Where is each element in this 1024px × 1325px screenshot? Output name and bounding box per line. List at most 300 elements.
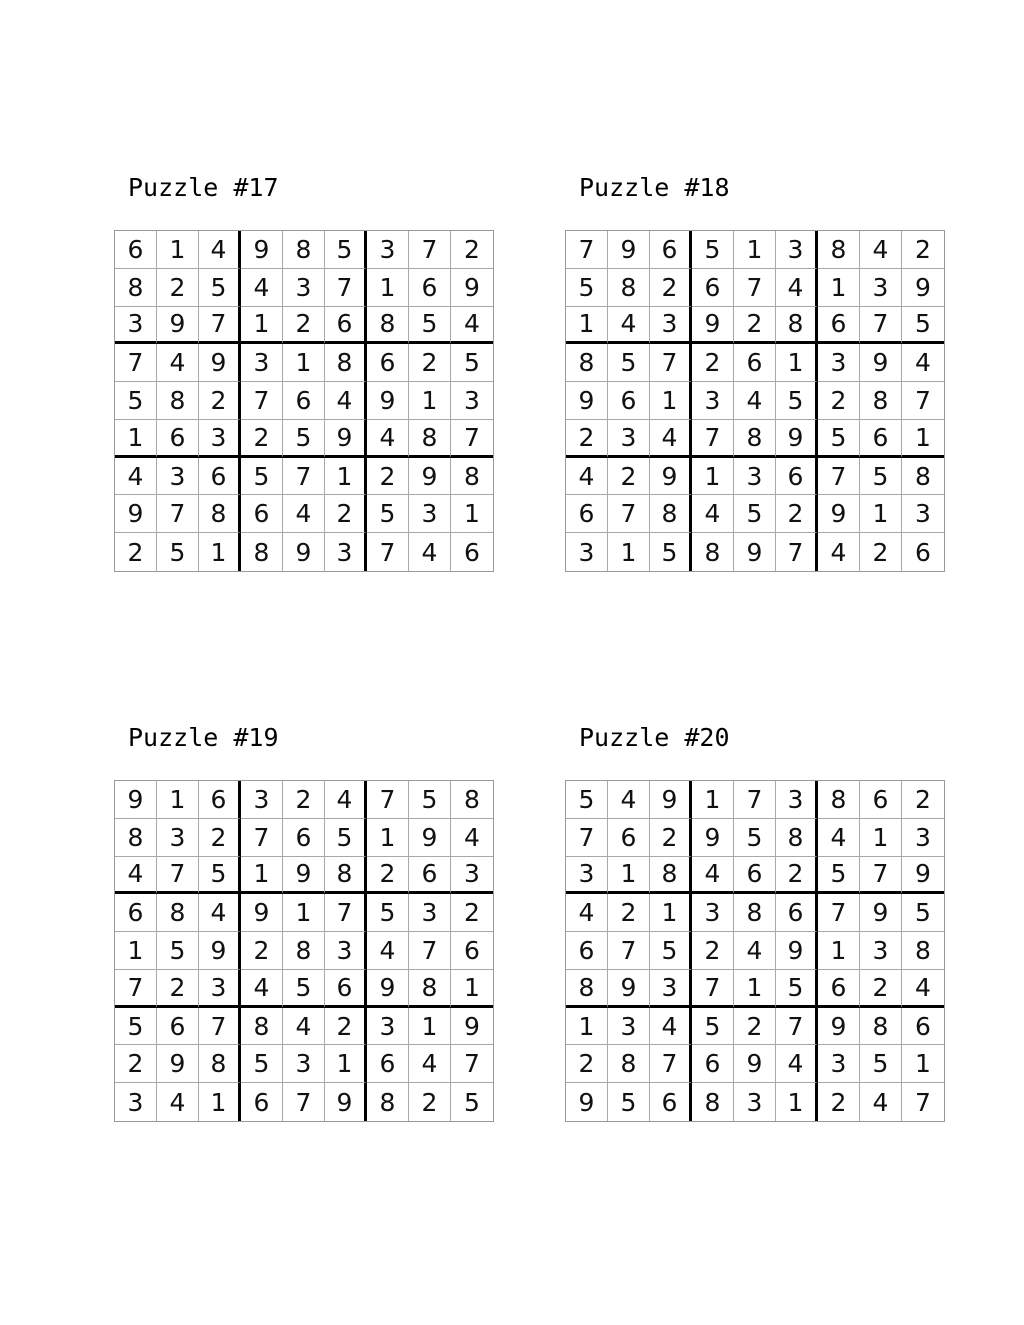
grid-cell: 5 (776, 382, 818, 420)
grid-cell: 1 (199, 1083, 241, 1121)
grid-cell: 4 (367, 420, 409, 458)
grid-cell: 8 (776, 819, 818, 857)
grid-cell: 9 (860, 344, 902, 382)
grid-cell: 5 (283, 420, 325, 458)
grid-cell: 9 (199, 344, 241, 382)
grid-cell: 4 (860, 1083, 902, 1121)
grid-cell: 1 (650, 894, 692, 932)
grid-cell: 1 (566, 307, 608, 345)
grid-cell: 8 (367, 307, 409, 345)
grid-cell: 2 (902, 781, 944, 819)
sudoku-grid (114, 230, 494, 572)
grid-cell: 1 (451, 495, 493, 533)
grid-cell: 6 (915, 537, 931, 567)
grid-cell: 7 (367, 533, 409, 571)
grid-cell: 7 (776, 533, 818, 571)
grid-cell: 7 (409, 231, 451, 269)
grid-cell: 5 (650, 932, 692, 970)
grid-cell: 7 (650, 344, 692, 382)
grid-cell: 4 (776, 269, 818, 307)
grid-cell: 8 (241, 1008, 283, 1046)
grid-cell: 2 (367, 857, 409, 895)
grid-cell: 8 (902, 458, 944, 496)
grid-cell: 2 (157, 970, 199, 1008)
grid-cell: 9 (157, 307, 199, 345)
grid-cell: 9 (860, 894, 902, 932)
grid-cell: 7 (241, 819, 283, 857)
grid-cell: 2 (692, 344, 734, 382)
grid-cell: 5 (115, 382, 157, 420)
grid-cell: 3 (608, 1008, 650, 1046)
grid-cell: 1 (734, 970, 776, 1008)
grid-cell: 5 (157, 932, 199, 970)
grid-cell: 6 (367, 344, 409, 382)
grid-cell: 4 (860, 231, 902, 269)
grid-cell: 4 (650, 420, 692, 458)
grid-cell: 9 (115, 781, 157, 819)
grid-cell: 9 (818, 1008, 860, 1046)
grid-cell: 9 (409, 458, 451, 496)
grid-cell: 3 (818, 1045, 860, 1083)
grid-cell: 6 (325, 970, 367, 1008)
grid-cell: 7 (451, 1045, 493, 1083)
grid-cell: 1 (241, 857, 283, 895)
grid-cell: 3 (902, 495, 944, 533)
grid-cell: 2 (199, 382, 241, 420)
grid-cell: 2 (650, 269, 692, 307)
grid-cell: 3 (566, 857, 608, 895)
grid-cell: 7 (115, 970, 157, 1008)
grid-cell: 6 (115, 894, 157, 932)
grid-cell: 2 (409, 1083, 451, 1121)
grid-cell: 5 (283, 970, 325, 1008)
grid-cell: 7 (325, 894, 367, 932)
grid-cell: 4 (608, 307, 650, 345)
grid-cell: 3 (241, 781, 283, 819)
grid-cell: 8 (325, 857, 367, 895)
grid-cell: 4 (409, 1045, 451, 1083)
grid-cell: 7 (283, 1083, 325, 1121)
grid-cell: 3 (325, 533, 367, 571)
puzzle-title: Puzzle #17 (128, 173, 279, 202)
grid-cell: 6 (776, 894, 818, 932)
grid-cell: 7 (734, 269, 776, 307)
grid-cell: 8 (608, 269, 650, 307)
grid-cell: 2 (776, 857, 818, 895)
grid-cell: 7 (199, 307, 241, 345)
grid-cell: 1 (902, 1045, 944, 1083)
grid-cell: 5 (692, 231, 734, 269)
grid-cell: 8 (692, 533, 734, 571)
grid-cell: 8 (692, 1083, 734, 1121)
grid-cell: 5 (608, 344, 650, 382)
grid-cell: 2 (566, 420, 608, 458)
grid-cell: 2 (860, 533, 902, 571)
grid-cell: 2 (157, 269, 199, 307)
grid-cell: 9 (325, 1083, 367, 1121)
grid-cell: 8 (566, 970, 608, 1008)
grid-cell: 4 (902, 970, 944, 1008)
grid-cell: 9 (776, 420, 818, 458)
grid-cell: 3 (283, 269, 325, 307)
grid-cell: 9 (566, 1083, 608, 1121)
grid-cell: 8 (409, 970, 451, 1008)
grid-cell: 5 (902, 894, 944, 932)
grid-cell: 2 (734, 307, 776, 345)
grid-cell: 1 (902, 420, 944, 458)
grid-cell: 9 (451, 269, 493, 307)
grid-cell: 5 (409, 781, 451, 819)
grid-cell: 2 (734, 1008, 776, 1046)
grid-cell: 2 (451, 894, 493, 932)
grid-cell: 1 (325, 458, 367, 496)
grid-cell: 9 (650, 458, 692, 496)
grid-cell: 7 (608, 932, 650, 970)
grid-cell: 6 (199, 781, 241, 819)
grid-cell: 4 (818, 533, 860, 571)
grid-cell: 8 (734, 420, 776, 458)
grid-cell: 5 (451, 344, 493, 382)
grid-cell: 6 (692, 1045, 734, 1083)
grid-cell: 6 (409, 857, 451, 895)
grid-cell: 6 (451, 932, 493, 970)
grid-cell: 2 (860, 970, 902, 1008)
grid-cell: 9 (367, 970, 409, 1008)
grid-cell: 3 (115, 307, 157, 345)
grid-cell: 3 (409, 495, 451, 533)
grid-cell: 9 (241, 231, 283, 269)
grid-cell: 1 (818, 932, 860, 970)
grid-cell: 7 (199, 1008, 241, 1046)
grid-cell: 3 (776, 231, 818, 269)
grid-cell: 6 (367, 1045, 409, 1083)
grid-cell: 7 (776, 1008, 818, 1046)
grid-cell: 5 (115, 1008, 157, 1046)
grid-cell: 6 (734, 857, 776, 895)
grid-cell: 9 (451, 1008, 493, 1046)
grid-cell: 5 (325, 231, 367, 269)
grid-cell: 9 (902, 857, 944, 895)
grid-cell: 2 (325, 495, 367, 533)
grid-cell: 5 (566, 269, 608, 307)
grid-cell: 6 (860, 420, 902, 458)
grid-cell: 4 (566, 894, 608, 932)
grid-cell: 3 (650, 307, 692, 345)
grid-cell: 7 (915, 1087, 931, 1117)
grid-cell: 2 (325, 1008, 367, 1046)
grid-cell: 7 (451, 420, 493, 458)
grid-cell: 8 (199, 1045, 241, 1083)
grid-cell: 7 (650, 1045, 692, 1083)
grid-cell: 4 (241, 269, 283, 307)
grid-cell: 6 (608, 382, 650, 420)
grid-cell: 6 (566, 495, 608, 533)
grid-cell: 4 (115, 458, 157, 496)
grid-cell: 5 (199, 269, 241, 307)
grid-cell: 1 (283, 344, 325, 382)
grid-cell: 2 (650, 819, 692, 857)
grid-cell: 4 (776, 1045, 818, 1083)
grid-cell: 3 (283, 1045, 325, 1083)
grid-cell: 1 (325, 1045, 367, 1083)
grid-cell: 6 (199, 458, 241, 496)
grid-cell: 4 (157, 344, 199, 382)
grid-cell: 5 (367, 495, 409, 533)
grid-cell: 8 (451, 458, 493, 496)
grid-cell: 7 (367, 781, 409, 819)
grid-cell: 1 (860, 819, 902, 857)
grid-cell: 5 (692, 1008, 734, 1046)
grid-cell: 4 (283, 495, 325, 533)
grid-cell: 9 (608, 970, 650, 1008)
grid-cell: 8 (199, 495, 241, 533)
grid-cell: 6 (115, 231, 157, 269)
grid-cell: 5 (241, 1045, 283, 1083)
grid-cell: 1 (734, 231, 776, 269)
grid-cell: 5 (734, 495, 776, 533)
grid-cell: 6 (650, 231, 692, 269)
grid-cell: 8 (860, 1008, 902, 1046)
grid-cell: 8 (608, 1045, 650, 1083)
grid-cell: 2 (409, 344, 451, 382)
grid-cell: 4 (409, 533, 451, 571)
puzzle-title: Puzzle #18 (579, 173, 730, 202)
grid-cell: 9 (157, 1045, 199, 1083)
grid-cell: 4 (115, 857, 157, 895)
grid-cell: 6 (283, 819, 325, 857)
grid-cell: 4 (902, 344, 944, 382)
grid-cell: 7 (566, 819, 608, 857)
grid-cell: 1 (776, 344, 818, 382)
grid-cell: 3 (818, 344, 860, 382)
grid-cell: 3 (325, 932, 367, 970)
grid-cell: 9 (692, 819, 734, 857)
grid-cell: 7 (608, 495, 650, 533)
grid-cell: 4 (199, 231, 241, 269)
grid-cell: 5 (902, 307, 944, 345)
grid-cell: 4 (566, 458, 608, 496)
grid-cell: 5 (325, 819, 367, 857)
grid-cell: 3 (241, 344, 283, 382)
grid-cell: 1 (115, 932, 157, 970)
grid-cell: 6 (157, 420, 199, 458)
grid-cell: 3 (860, 932, 902, 970)
grid-cell: 2 (283, 781, 325, 819)
grid-cell: 1 (566, 1008, 608, 1046)
grid-cell: 5 (199, 857, 241, 895)
grid-cell: 8 (451, 781, 493, 819)
grid-cell: 7 (902, 382, 944, 420)
grid-cell: 6 (776, 458, 818, 496)
grid-cell: 5 (409, 307, 451, 345)
grid-cell: 6 (325, 307, 367, 345)
grid-cell: 6 (734, 344, 776, 382)
grid-cell: 8 (734, 894, 776, 932)
grid-cell: 8 (650, 495, 692, 533)
grid-cell: 5 (734, 819, 776, 857)
grid-cell: 7 (818, 458, 860, 496)
grid-cell: 2 (608, 894, 650, 932)
grid-cell: 8 (650, 857, 692, 895)
grid-cell: 9 (367, 382, 409, 420)
grid-cell: 3 (734, 458, 776, 496)
grid-cell: 3 (734, 1083, 776, 1121)
grid-cell: 6 (818, 307, 860, 345)
grid-cell: 8 (241, 533, 283, 571)
grid-cell: 3 (367, 1008, 409, 1046)
grid-cell: 9 (566, 382, 608, 420)
grid-cell: 6 (157, 1008, 199, 1046)
grid-cell: 8 (157, 382, 199, 420)
grid-cell: 4 (325, 382, 367, 420)
grid-cell: 9 (241, 894, 283, 932)
grid-cell: 4 (199, 894, 241, 932)
grid-cell: 4 (818, 819, 860, 857)
grid-cell: 1 (199, 533, 241, 571)
grid-cell: 8 (283, 231, 325, 269)
grid-cell: 7 (860, 307, 902, 345)
grid-cell: 7 (157, 857, 199, 895)
grid-cell: 6 (464, 537, 480, 567)
grid-cell: 8 (367, 1083, 409, 1121)
grid-cell: 7 (157, 495, 199, 533)
grid-cell: 3 (608, 420, 650, 458)
grid-cell: 5 (566, 781, 608, 819)
grid-cell: 6 (608, 819, 650, 857)
grid-cell: 1 (692, 781, 734, 819)
grid-cell: 1 (367, 819, 409, 857)
grid-cell: 1 (157, 781, 199, 819)
grid-cell: 7 (734, 781, 776, 819)
grid-cell: 2 (818, 382, 860, 420)
grid-cell: 2 (283, 307, 325, 345)
grid-cell: 2 (367, 458, 409, 496)
grid-cell: 8 (283, 932, 325, 970)
grid-cell: 8 (818, 781, 860, 819)
grid-cell: 5 (860, 458, 902, 496)
grid-cell: 7 (115, 344, 157, 382)
grid-cell: 4 (734, 382, 776, 420)
grid-cell: 5 (464, 1087, 480, 1117)
grid-cell: 1 (157, 231, 199, 269)
puzzle-title: Puzzle #19 (128, 723, 279, 752)
sudoku-grid (565, 230, 945, 572)
grid-cell: 3 (451, 382, 493, 420)
grid-cell: 6 (241, 495, 283, 533)
grid-cell: 8 (325, 344, 367, 382)
grid-cell: 6 (566, 932, 608, 970)
grid-cell: 7 (566, 231, 608, 269)
grid-cell: 9 (115, 495, 157, 533)
grid-cell: 1 (241, 307, 283, 345)
grid-cell: 6 (283, 382, 325, 420)
grid-cell: 4 (734, 932, 776, 970)
grid-cell: 3 (650, 970, 692, 1008)
grid-cell: 2 (608, 458, 650, 496)
grid-cell: 6 (241, 1083, 283, 1121)
grid-cell: 8 (409, 420, 451, 458)
grid-cell: 3 (692, 382, 734, 420)
grid-cell: 3 (860, 269, 902, 307)
sudoku-grid (565, 780, 945, 1122)
grid-cell: 1 (409, 382, 451, 420)
grid-cell: 1 (650, 382, 692, 420)
grid-cell: 9 (283, 533, 325, 571)
grid-cell: 3 (157, 819, 199, 857)
grid-cell: 5 (608, 1083, 650, 1121)
grid-cell: 3 (409, 894, 451, 932)
grid-cell: 8 (115, 819, 157, 857)
grid-cell: 2 (692, 932, 734, 970)
grid-cell: 8 (115, 269, 157, 307)
grid-cell: 8 (157, 894, 199, 932)
grid-cell: 6 (409, 269, 451, 307)
grid-cell: 3 (566, 533, 608, 571)
grid-cell: 9 (776, 932, 818, 970)
grid-cell: 8 (776, 307, 818, 345)
grid-cell: 4 (157, 1083, 199, 1121)
grid-cell: 1 (692, 458, 734, 496)
grid-cell: 5 (650, 533, 692, 571)
grid-cell: 2 (241, 420, 283, 458)
grid-cell: 9 (734, 1045, 776, 1083)
grid-cell: 4 (692, 857, 734, 895)
sudoku-grid (114, 780, 494, 1122)
grid-cell: 2 (818, 1083, 860, 1121)
grid-cell: 4 (241, 970, 283, 1008)
grid-cell: 9 (692, 307, 734, 345)
grid-cell: 8 (566, 344, 608, 382)
grid-cell: 5 (818, 420, 860, 458)
grid-cell: 6 (902, 1008, 944, 1046)
grid-cell: 4 (650, 1008, 692, 1046)
grid-cell: 9 (650, 781, 692, 819)
grid-cell: 7 (409, 932, 451, 970)
grid-cell: 1 (367, 269, 409, 307)
grid-cell: 4 (283, 1008, 325, 1046)
grid-cell: 9 (902, 269, 944, 307)
grid-cell: 2 (902, 231, 944, 269)
grid-cell: 9 (409, 819, 451, 857)
grid-cell: 1 (451, 970, 493, 1008)
grid-cell: 5 (157, 533, 199, 571)
grid-cell: 3 (367, 231, 409, 269)
grid-cell: 1 (283, 894, 325, 932)
grid-cell: 6 (860, 781, 902, 819)
grid-cell: 5 (860, 1045, 902, 1083)
grid-cell: 7 (692, 420, 734, 458)
grid-cell: 2 (566, 1045, 608, 1083)
grid-cell: 2 (451, 231, 493, 269)
grid-cell: 7 (283, 458, 325, 496)
grid-cell: 1 (608, 533, 650, 571)
grid-cell: 1 (818, 269, 860, 307)
grid-cell: 3 (115, 1083, 157, 1121)
grid-cell: 4 (451, 819, 493, 857)
grid-cell: 4 (451, 307, 493, 345)
grid-cell: 2 (241, 932, 283, 970)
grid-cell: 9 (283, 857, 325, 895)
grid-cell: 1 (115, 420, 157, 458)
grid-cell: 2 (115, 1045, 157, 1083)
grid-cell: 9 (734, 533, 776, 571)
grid-cell: 7 (860, 857, 902, 895)
grid-cell: 9 (818, 495, 860, 533)
grid-cell: 7 (818, 894, 860, 932)
grid-cell: 5 (241, 458, 283, 496)
grid-cell: 3 (199, 970, 241, 1008)
grid-cell: 3 (199, 420, 241, 458)
